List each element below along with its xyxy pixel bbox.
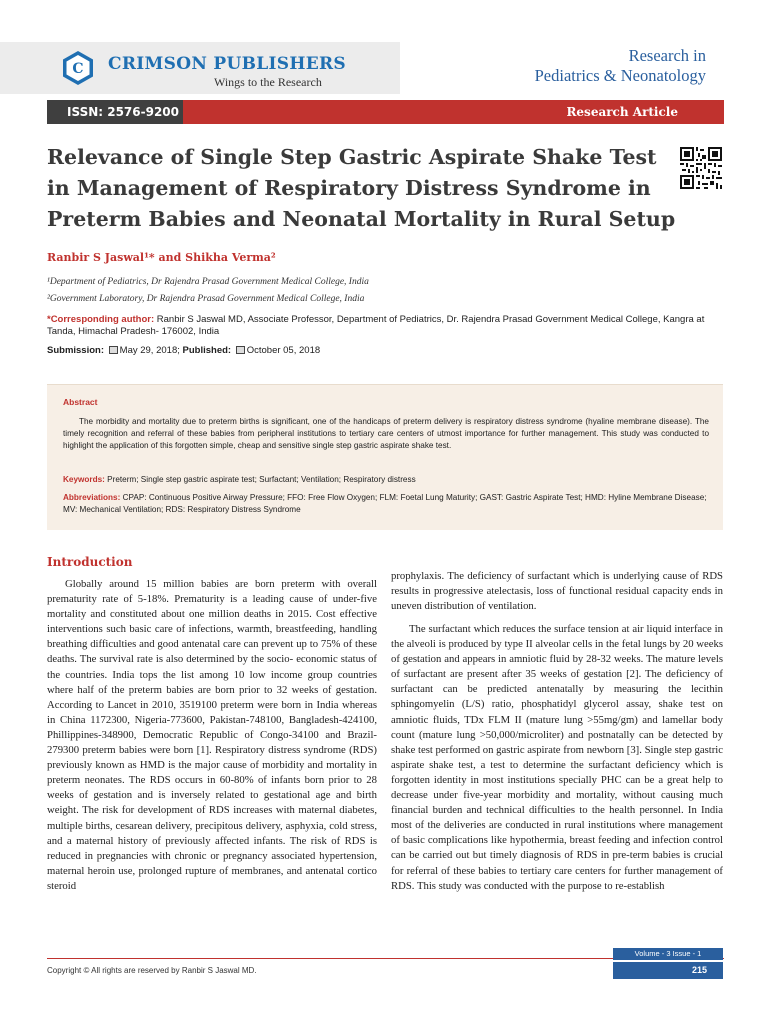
submission-label: Submission: <box>47 345 105 356</box>
abbreviations-label: Abbreviations: <box>63 493 121 502</box>
body-paragraph-right-2: The surfactant which reduces the surface tension at air liquid interface in the alveoli is produced by type II alveolar cells in the fetal lungs by 20 weeks of gestation and appears in amniotic fluid by 28-32 weeks. The mature levels of surfactant are present after 35 weeks of gestation [2]. The deficiency of surfactant can be predicted antenatally by measuring the lecithin sphingomyelin (L/S) ratio, phosphatidyl glycerol assay, shake test on amniotic fluids, TDx FLM II (mature lung >55mg/gm) and lamellar body count (mature lung >50,000/microliter) and postnatally can be detected by shake test performed on gastric aspirate from newborn [3]. Single step gastric aspirate shake test, a test to determine the surfactant deficiency which is forgotten identity in most institutions specially PHC can be a great help to decrease under five-year morbidity and mortality, without causing much financial burden and technical difficulties to the health personnel. In India most of the deliveries are conducted in rural institutions where management of basic complications like hypothermia, breast feeding and infection control can be carried out but timely diagnosis of RDS in pre-term babies is crucial for referral of these babies to tertiary care centers for further management of RDS. This study was conducted with the purpose to re-establish <box>391 623 723 892</box>
page-number: 215 <box>613 962 723 979</box>
section-heading-introduction: Introduction <box>47 555 133 569</box>
article-title: Relevance of Single Step Gastric Aspirate Shake Test in Management of Respiratory Distress Syndrome in Preterm Babies and Neonatal Mortality in Rural Setup <box>47 145 676 231</box>
abstract-box <box>47 384 723 530</box>
submission-date: May 29, 2018; <box>119 345 180 356</box>
logo-letter: C <box>72 61 84 77</box>
calendar-icon <box>236 346 245 354</box>
article-dates <box>47 345 320 356</box>
abstract-text: The morbidity and mortality due to preterm births is significant, one of the handicaps of preterm delivery is respiratory distress syndrome (hyaline membrane disease). The timely recognition and referral of these babies from peripheral institutions to tertiary care centers of utmost importance for further management. This study was conducted to highlight the application of this forgotten simple, cheap and sensitive single step gastric aspirate shake test. <box>63 417 709 450</box>
abbreviations-text: CPAP: Continuous Positive Airway Pressure; FFO: Free Flow Oxygen; FLM: Foetal Lung Maturity; GAST: Gastric Aspirate Test; HMD: Hyline Membrane Disease; MV: Mechanical Ventilation; RDS: Respiratory Distress Syndrome <box>63 493 707 514</box>
volume-issue-label: Volume - 3 Issue - 1 <box>613 948 723 960</box>
crimson-logo-icon <box>60 50 96 86</box>
keywords <box>63 475 709 484</box>
journal-title-line1: Research in <box>628 46 706 65</box>
calendar-icon <box>109 346 118 354</box>
affiliation-2: ²Government Laboratory, Dr Rajendra Prasad Government Medical College, India <box>47 294 365 304</box>
abbreviations <box>63 492 709 516</box>
author-list: Ranbir S Jaswal¹* and Shikha Verma² <box>47 251 276 264</box>
publisher-name: CRIMSON PUBLISHERS <box>108 54 346 74</box>
body-paragraph-right-1: prophylaxis. The deficiency of surfactant which is underlying cause of RDS results in progressive atelectasis, loss of functional residual capacity ends in uneven distribution of ventilation. <box>391 570 723 613</box>
corresponding-author-text: Ranbir S Jaswal MD, Associate Professor, Department of Pediatrics, Dr. Rajendra Prasad Government Medical College, Kangra at Tanda, Himachal Pradesh- 176002, India <box>47 314 705 337</box>
published-label: Published: <box>182 345 232 356</box>
keywords-label: Keywords: <box>63 475 105 484</box>
corresponding-author <box>47 314 723 338</box>
publisher-tagline: Wings to the Research <box>214 75 322 89</box>
article-type-label: Research Article <box>566 105 678 119</box>
issn-label: ISSN: 2576-9200 <box>47 100 183 124</box>
copyright-notice: Copyright © All rights are reserved by Ranbir S Jaswal MD. <box>47 966 257 975</box>
published-date: October 05, 2018 <box>246 345 321 356</box>
journal-title <box>446 46 706 86</box>
corresponding-author-label: *Corresponding author: <box>47 314 155 325</box>
keywords-text: Preterm; Single step gastric aspirate test; Surfactant; Ventilation; Respiratory distress <box>104 475 416 484</box>
abstract-heading: Abstract <box>63 397 98 407</box>
qr-code-icon[interactable] <box>680 147 722 189</box>
journal-title-line2: Pediatrics & Neonatology <box>534 66 706 85</box>
affiliation-1: ¹Department of Pediatrics, Dr Rajendra Prasad Government Medical College, India <box>47 277 369 287</box>
body-paragraph-left: Globally around 15 million babies are born preterm with overall prematurity rate of 5-18%. Prematurity is a leading cause of under-five mortality and constituted about one million deaths in 2015. Cost effective interventions such basic care of infections, warmth, breastfeeding, handling breathing difficulties and good antenatal care can prevent up to 75% of these deaths. The survival rate is also determined by the socio- economic status of the countries. India tops the list among 10 low income group countries where half of the preterm babies are born prior to 32 weeks of gestation. According to Lancet in 2010, 3519100 preterm were born in India whereas in China 1172300, Nigeria-773600, Pakistan-748100, Bangladesh-424100, Phillippines-348900, Democratic Republic of Congo-34100 and Brazil-279300 preterm babies were born [1]. Respiratory distress syndrome (RDS) previously known as HMD is the major cause of morbidity and mortality in preterm neonates. The RDS occurs in 60-80% of infants born prior to 28 weeks of gestation and is inversely related to gestational age and birth weight. The risk for development of RDS increases with maternal diabetes, multiple births, cesarean delivery, precipitous delivery, asphyxia, cold stress, and a maternal history of previously affected infants. The risk of RDS is reduced in pregnancies with chronic or pregnancy associated hypertension, maternal heroin use, prolonged rupture of membranes, and antenatal cortico steroid <box>47 578 377 892</box>
